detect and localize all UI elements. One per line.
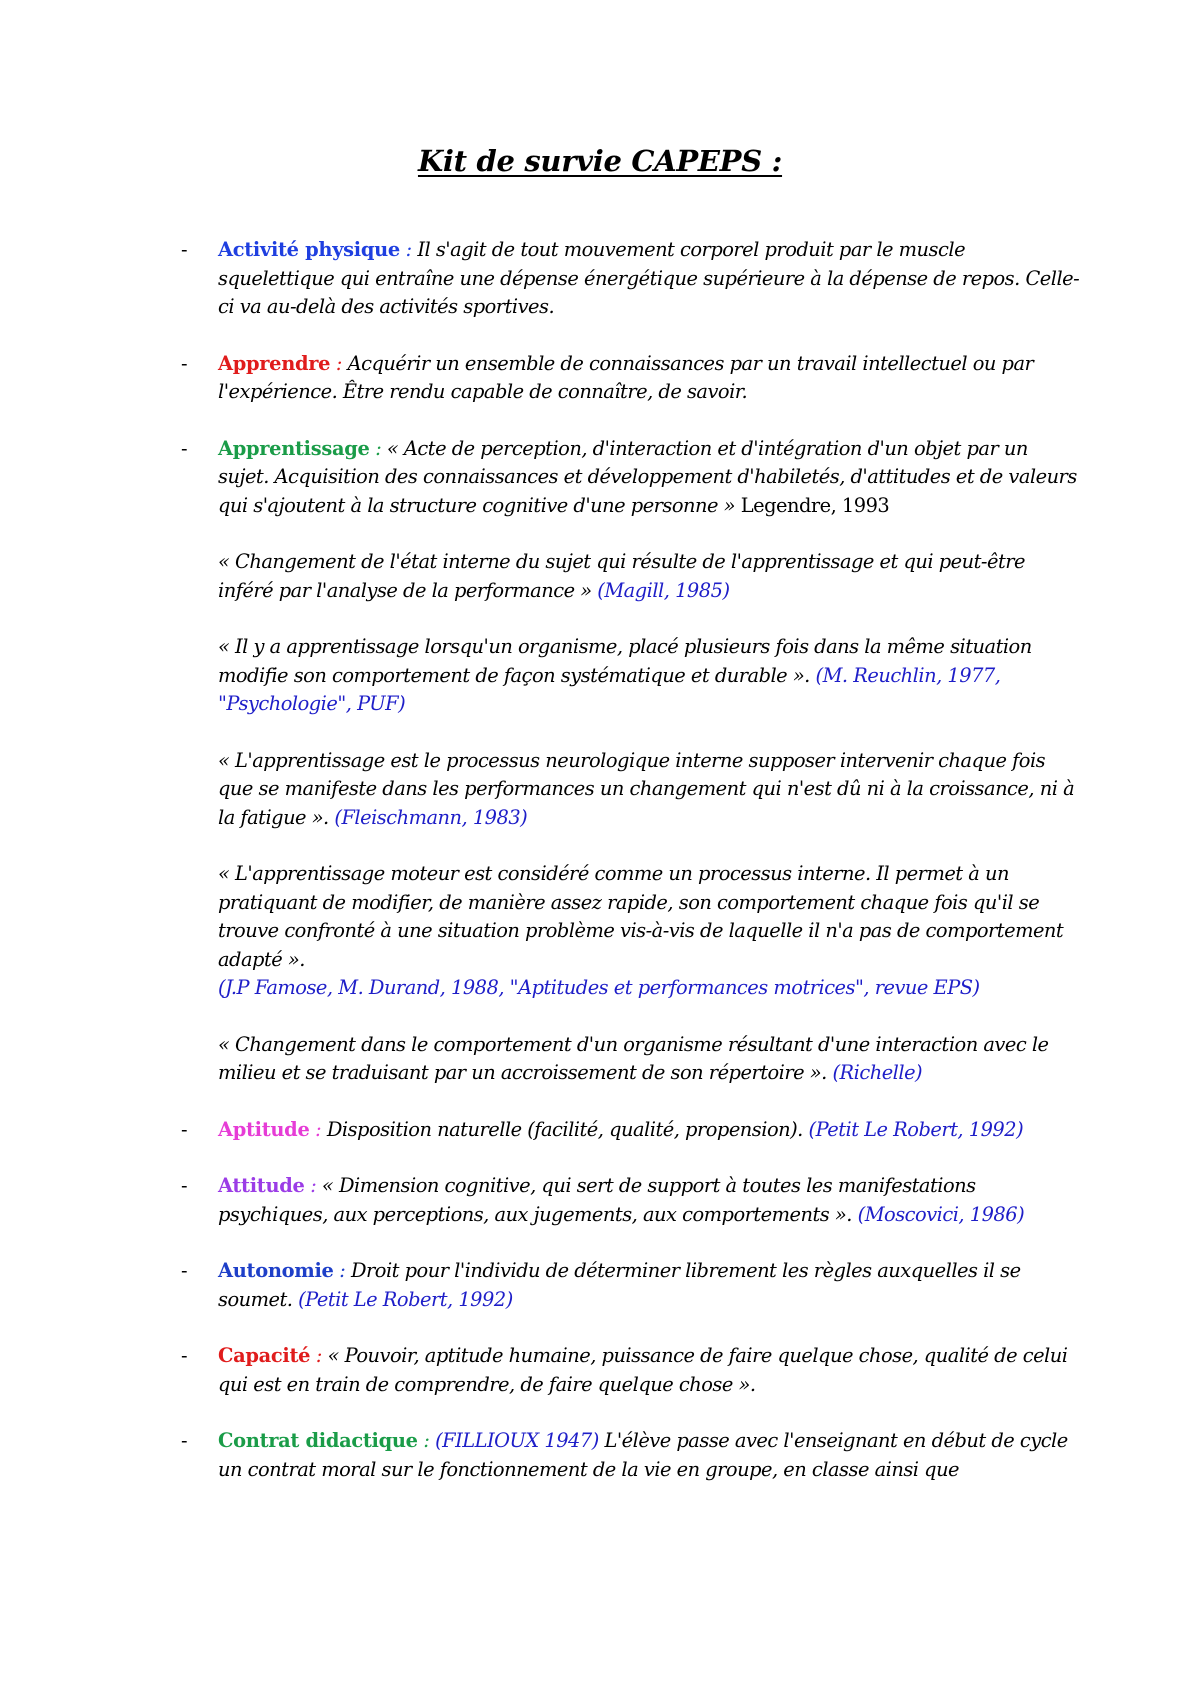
definition-reference: (Petit Le Robert, 1992)	[808, 1117, 1024, 1141]
list-dash: -	[181, 1429, 188, 1452]
list-dash: -	[181, 238, 188, 261]
definition-text: L'élève passe avec l'enseignant en début de cycle un contrat moral sur le fonctionnement de la vie en groupe, en classe ainsi que	[218, 1429, 1068, 1481]
quote-text: « L'apprentissage moteur est considéré comme un processus interne. Il permet à un pratiquant de modifier, de manière assez rapide, son comportement chaque fois qu'il se trouve confronté à une situation problème vis-à-vis de laquelle il n'a pas de comportement adapté ».	[218, 862, 1064, 971]
list-dash: -	[181, 1117, 188, 1141]
quote-reference: (M. Reuchlin, 1977, "Psychologie", PUF)	[218, 663, 1001, 715]
quote-paragraph	[218, 548, 1081, 605]
list-dash: -	[181, 1174, 188, 1197]
quote-paragraph	[218, 1031, 1081, 1088]
quote-reference: (Richelle)	[832, 1061, 923, 1084]
definition-text: « Acte de perception, d'interaction et d'intégration d'un objet par un sujet. Acquisition des connaissances et développement d'habiletés, d'attitudes et de valeurs qui s'ajoutent à la structure cognitive d'une personne »	[218, 436, 1077, 517]
term-apprendre: Apprendre	[218, 351, 331, 375]
quote-paragraph	[218, 747, 1081, 833]
term-capacite: Capacité	[218, 1344, 311, 1367]
definition-item-aptitude	[181, 1116, 1081, 1145]
definition-text: Acquérir un ensemble de connaissances par un travail intellectuel ou par l'expérience. Être rendu capable de connaître, de savoir.	[218, 351, 1034, 403]
quote-reference: (Magill, 1985)	[597, 578, 730, 602]
term-colon: :	[369, 436, 387, 460]
definition-item-activite-physique	[181, 236, 1081, 322]
term-colon: :	[417, 1429, 436, 1452]
quote-paragraph	[218, 633, 1081, 719]
term-contrat-didactique: Contrat didactique	[218, 1429, 418, 1452]
definition-item-autonomie	[181, 1257, 1081, 1314]
definition-reference: (FILLIOUX 1947)	[435, 1429, 599, 1452]
term-colon: :	[304, 1174, 322, 1197]
term-attitude: Attitude	[218, 1174, 305, 1197]
term-colon: :	[399, 238, 418, 261]
quote-text: « L'apprentissage est le processus neurologique interne supposer intervenir chaque fois que se manifeste dans les performances un changement qui n'est dû ni à la croissance, ni à la fatigue ».	[218, 748, 1075, 829]
definition-text: Disposition naturelle (facilité, qualité, propension).	[326, 1117, 809, 1141]
list-dash: -	[181, 351, 188, 375]
quote-text: « Changement de l'état interne du sujet qui résulte de l'apprentissage et qui peut-être inféré par l'analyse de la performance »	[218, 550, 1025, 602]
list-dash: -	[181, 436, 188, 460]
term-aptitude: Aptitude	[218, 1117, 310, 1141]
definition-text: « Dimension cognitive, qui sert de support à toutes les manifestations psychiques, aux perceptions, aux jugements, aux comportements ».	[218, 1174, 976, 1226]
definition-item-apprentissage	[181, 435, 1081, 1088]
document-title: Kit de survie CAPEPS :	[417, 144, 783, 178]
quote-text: « Changement dans le comportement d'un organisme résultant d'une interaction avec le milieu et se traduisant par un accroissement de son répertoire ».	[218, 1032, 1049, 1084]
quote-text: « Il y a apprentissage lorsqu'un organisme, placé plusieurs fois dans la même situation modifie son comportement de façon systématique et durable ».	[218, 635, 1032, 687]
definition-text: Droit pour l'individu de déterminer librement les règles auxquelles il se soumet.	[218, 1259, 1021, 1311]
term-apprentissage: Apprentissage	[218, 436, 370, 460]
quote-reference: (J.P Famose, M. Durand, 1988, "Aptitudes et performances motrices", revue EPS)	[218, 976, 980, 999]
term-autonomie: Autonomie	[218, 1259, 334, 1282]
list-dash: -	[181, 1259, 188, 1282]
definition-text: Il s'agit de tout mouvement corporel produit par le muscle squelettique qui entraîne une dépense énergétique supérieure à la dépense de repos. Celle-ci va au-delà des activités sportives.	[218, 238, 1080, 318]
quote-paragraph	[218, 860, 1081, 1003]
definition-item-apprendre	[181, 350, 1081, 407]
term-colon: :	[333, 1259, 351, 1282]
definition-text: « Pouvoir, aptitude humaine, puissance de faire quelque chose, qualité de celui qui est en train de comprendre, de faire quelque chose ».	[218, 1344, 1068, 1396]
term-colon: :	[330, 351, 348, 375]
definition-reference: (Moscovici, 1986)	[857, 1202, 1025, 1226]
definition-item-attitude	[181, 1172, 1081, 1229]
term-colon: :	[310, 1344, 328, 1367]
definition-item-contrat-didactique	[181, 1427, 1081, 1484]
definition-item-capacite	[181, 1342, 1081, 1399]
term-colon: :	[309, 1117, 327, 1141]
list-dash: -	[181, 1344, 188, 1367]
definition-list	[181, 236, 1081, 1512]
quote-reference: (Fleischmann, 1983)	[334, 805, 528, 829]
term-activite-physique: Activité physique	[218, 238, 400, 261]
definition-reference: (Petit Le Robert, 1992)	[298, 1287, 513, 1311]
definition-source: Legendre, 1993	[735, 493, 890, 517]
